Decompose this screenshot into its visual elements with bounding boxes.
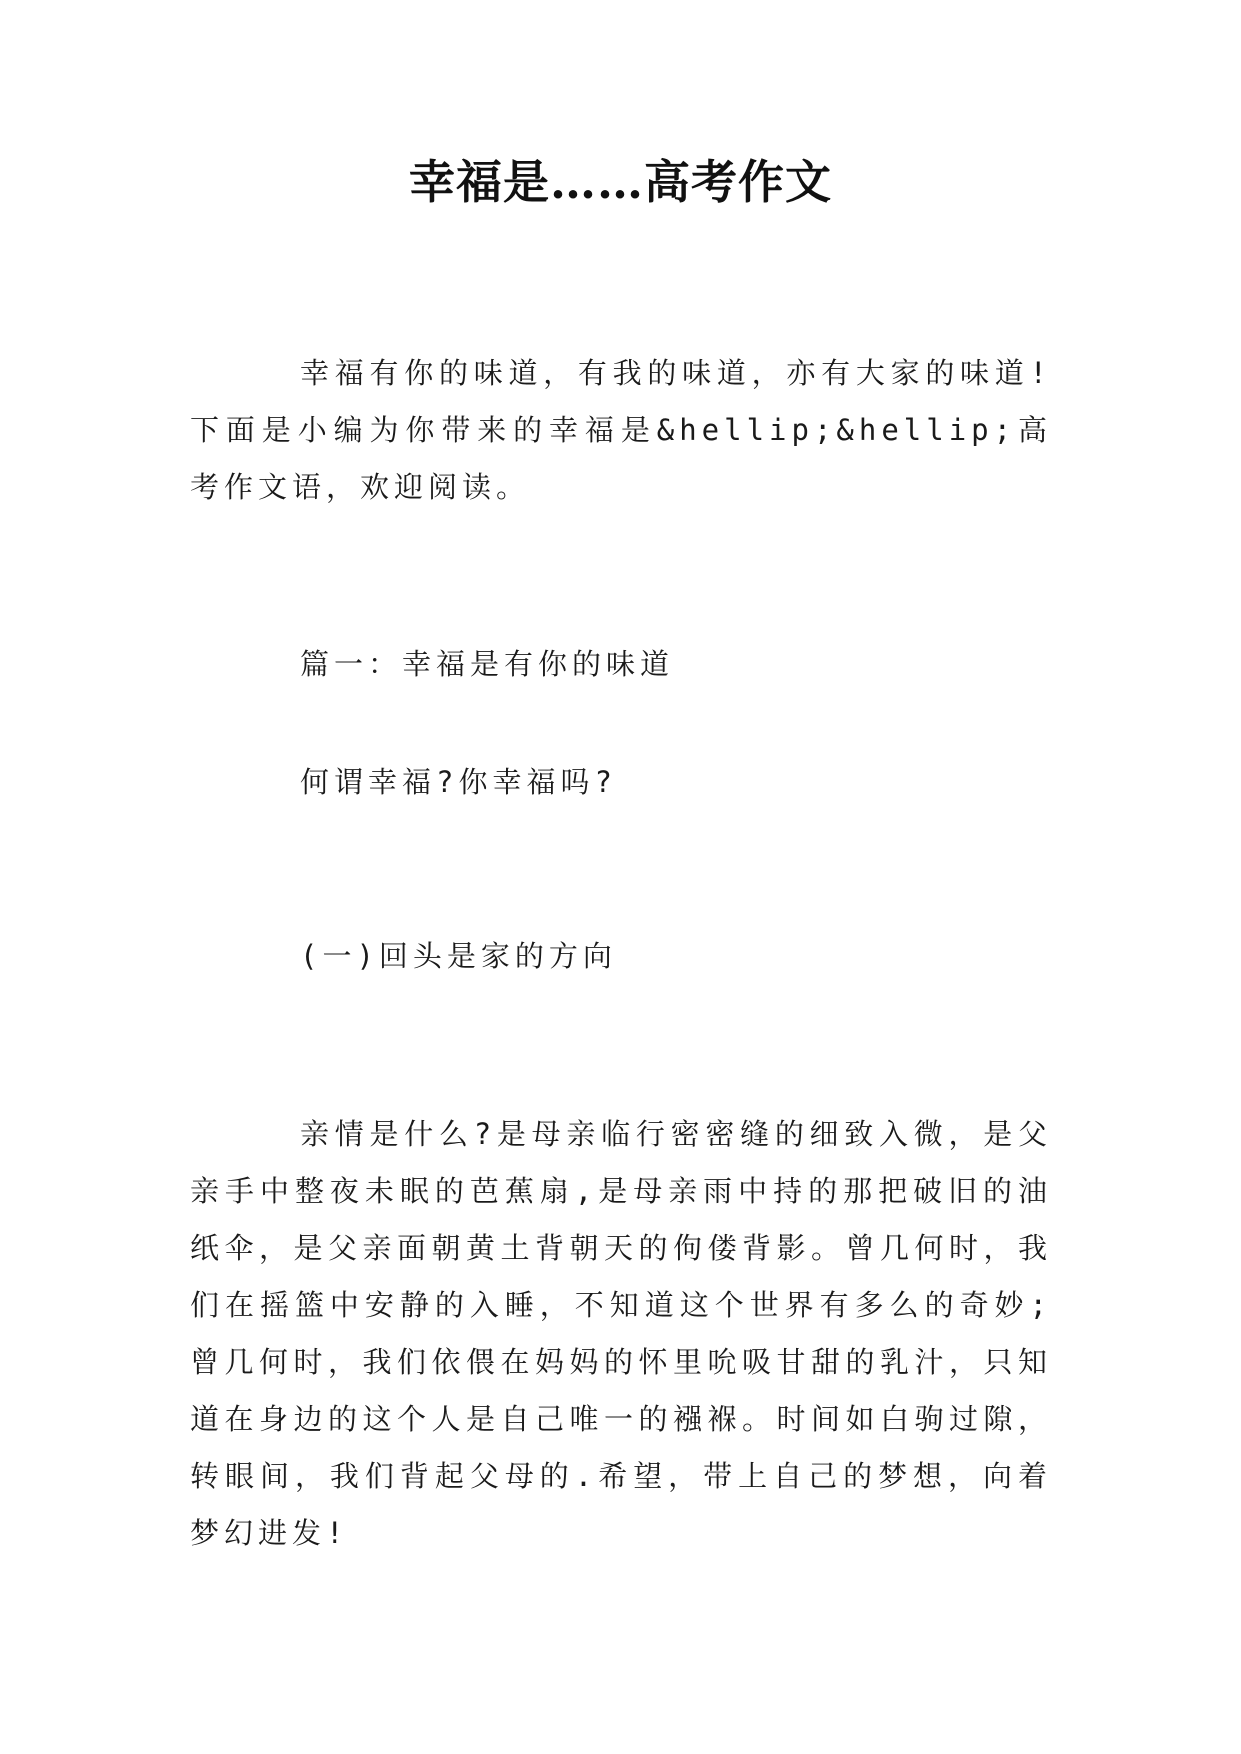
intro-paragraph: 幸福有你的味道，有我的味道，亦有大家的味道!下面是小编为你带来的幸福是&hellip;&hellip;高考作文语，欢迎阅读。 [190, 356, 1052, 504]
subheading: (一)回头是家的方向 [300, 939, 617, 973]
body-paragraph: 亲情是什么?是母亲临行密密缝的细致入微，是父亲手中整夜未眠的芭蕉扇,是母亲雨中持的那把破旧的油纸伞，是父亲面朝黄土背朝天的佝偻背影。曾几何时，我们在摇篮中安静的入睡，不知道这个世界有多么的奇妙;曾几何时，我们依偎在妈妈的怀里吮吸甘甜的乳汁，只知道在身边的这个人是自己唯一的襁褓。时间如白驹过隙，转眼间，我们背起父母的.希望，带上自己的梦想，向着梦幻进发! [190, 1117, 1052, 1550]
question-line: 何谓幸福?你幸福吗? [300, 765, 617, 799]
document-title: 幸福是……高考作文 [409, 155, 832, 209]
section-heading: 篇一：幸福是有你的味道 [300, 647, 675, 681]
